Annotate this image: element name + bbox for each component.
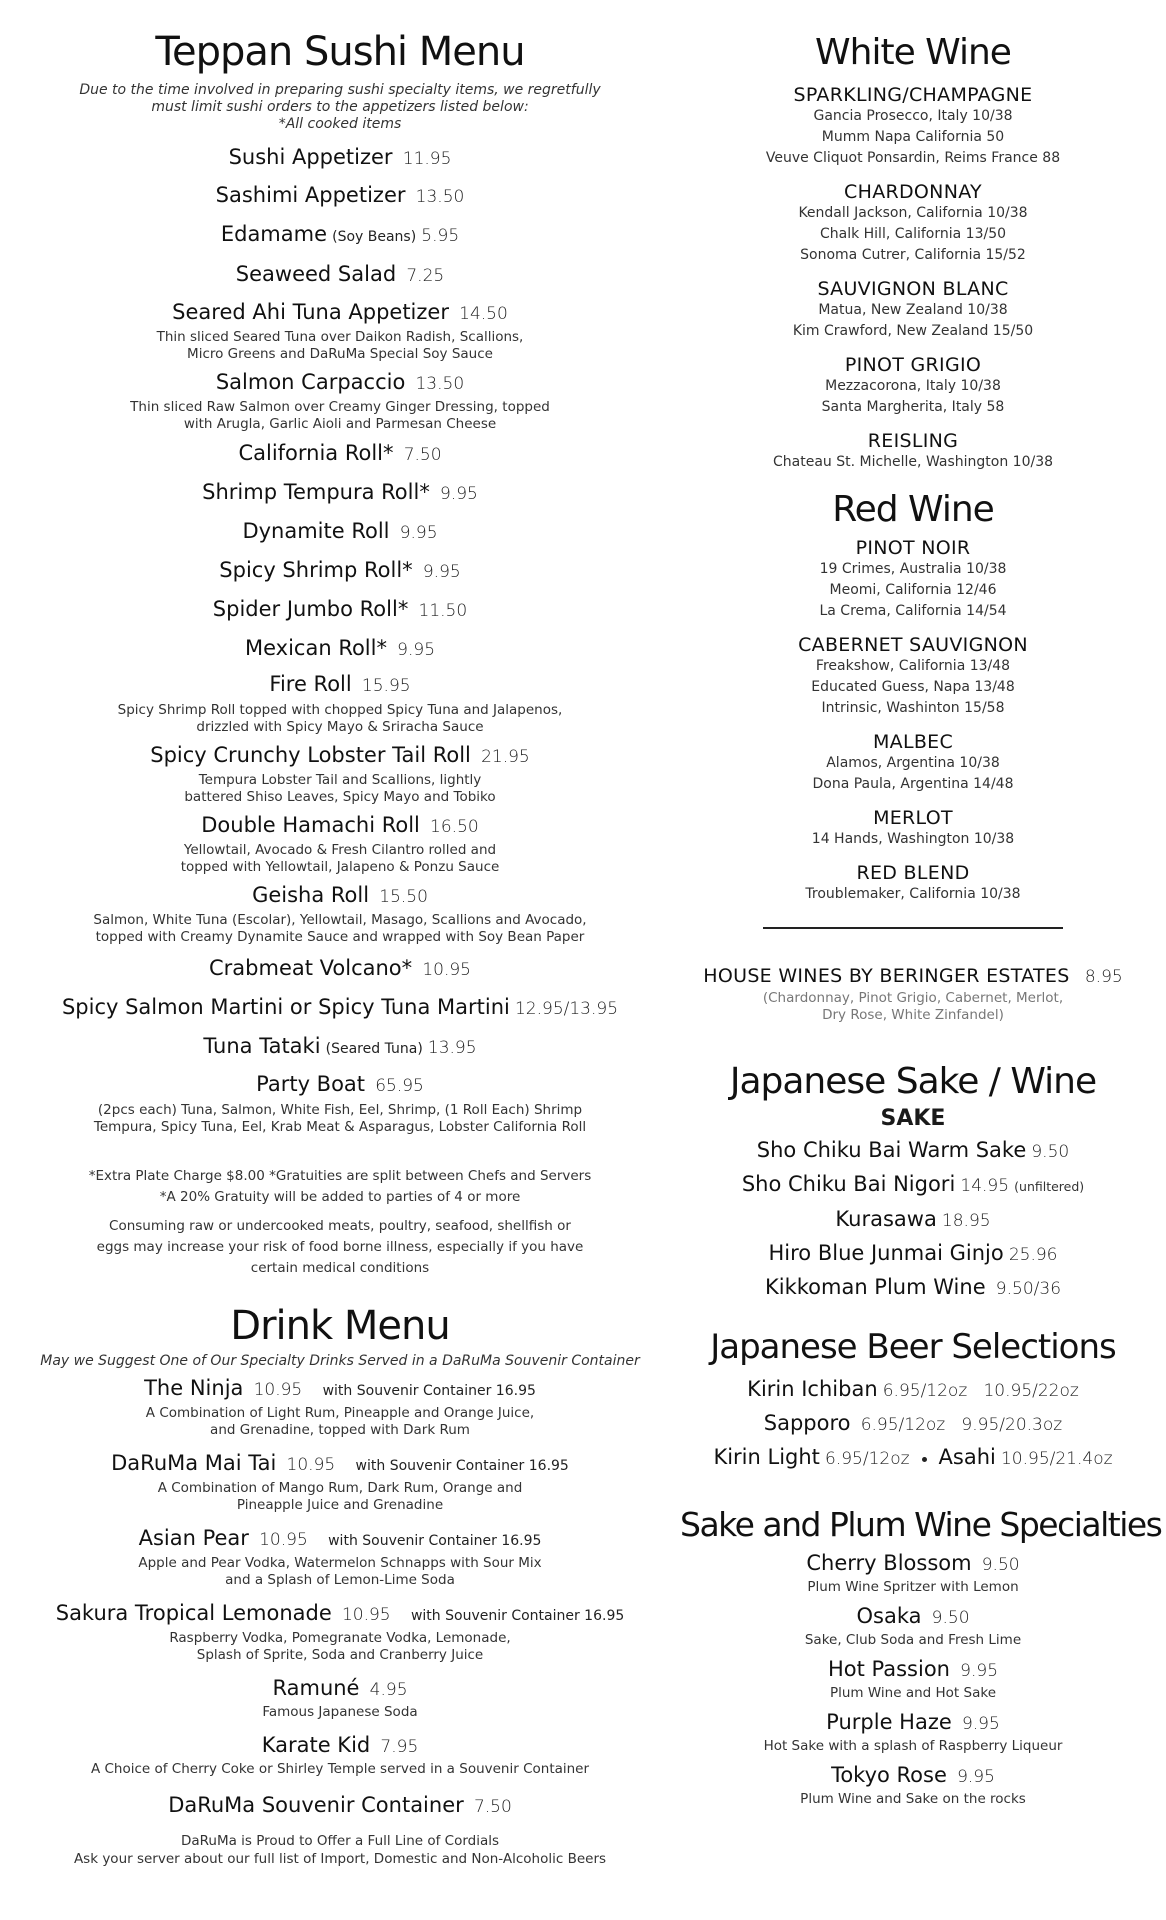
item-desc: Tempura Lobster Tail and Scallions, lightly <box>198 772 482 788</box>
item-name: Sushi Appetizer <box>228 145 393 169</box>
item-price: 13.50 <box>415 187 465 207</box>
wine-category <box>680 862 1146 905</box>
wine-line: Educated Guess, Napa 13/48 <box>811 679 1015 695</box>
item-desc: A Choice of Cherry Coke or Shirley Temple served in a Souvenir Container <box>90 1761 590 1777</box>
item-name: Spicy Crunchy Lobster Tail Roll <box>150 743 471 767</box>
item-desc: Plum Wine and Hot Sake <box>829 1685 996 1701</box>
wine-category-name: CHARDONNAY <box>844 181 982 203</box>
item-desc: Micro Greens and DaRuMa Special Soy Sauce <box>187 346 493 362</box>
sake-item <box>680 1203 1146 1237</box>
drink-item-souvenir <box>20 1790 660 1822</box>
item-desc: Thin sliced Seared Tuna over Daikon Radish, Scallions, <box>156 329 524 345</box>
item-name: Karate Kid <box>261 1733 371 1757</box>
item-name: Tuna Tataki <box>203 1034 321 1058</box>
sake-item <box>680 1134 1146 1168</box>
wine-line: Kim Crawford, New Zealand 15/50 <box>792 323 1034 339</box>
wine-category-name: PINOT GRIGIO <box>844 354 982 376</box>
item-name: California Roll* <box>238 441 394 465</box>
item-desc: with Arugla, Garlic Aioli and Parmesan Cheese <box>183 416 497 432</box>
item-desc: and Grenadine, topped with Dark Rum <box>210 1422 470 1438</box>
sake-subtitle: SAKE <box>880 1106 946 1131</box>
item-name: Sho Chiku Bai Nigori <box>741 1172 956 1196</box>
item-price: 13.95 <box>427 1038 477 1058</box>
item-name: Spicy Salmon Martini or Spicy Tuna Martini <box>61 995 510 1019</box>
menu-item-seaweed-salad <box>20 256 660 295</box>
item-price: 9.95 <box>960 1661 999 1681</box>
item-price: 11.95 <box>402 149 452 169</box>
item-price: 9.95 <box>422 562 461 582</box>
item-desc: Splash of Sprite, Soda and Cranberry Juice <box>196 1647 484 1663</box>
sake-list <box>680 1134 1146 1305</box>
item-desc: Plum Wine Spritzer with Lemon <box>807 1579 1019 1595</box>
sushi-menu-title: Teppan Sushi Menu <box>155 29 525 75</box>
wine-category <box>680 731 1146 795</box>
wine-category <box>680 537 1146 622</box>
item-price: 15.95 <box>361 676 411 696</box>
item-price: 10.95 <box>341 1605 391 1625</box>
menu-item-party-boat <box>20 1068 660 1136</box>
item-name: Hot Passion <box>827 1657 950 1681</box>
wine-category-name: MERLOT <box>873 807 953 829</box>
menu-item-fire-roll <box>20 668 660 736</box>
house-wines-price: 8.95 <box>1084 967 1123 987</box>
specialty-item <box>680 1708 1146 1755</box>
item-price: 21.95 <box>481 747 530 767</box>
wine-line: 14 Hands, Washington 10/38 <box>811 831 1015 847</box>
item-price: 9.95 <box>399 523 438 543</box>
menu-item-california-roll <box>20 435 660 474</box>
note-line: *Extra Plate Charge $8.00 *Gratuities are split between Chefs and Servers <box>88 1168 592 1184</box>
wine-line: 19 Crimes, Australia 10/38 <box>819 561 1007 577</box>
wine-category <box>680 84 1146 169</box>
warning-line: certain medical conditions <box>250 1260 430 1276</box>
wine-category-name: PINOT NOIR <box>855 537 971 559</box>
item-name: Salmon Carpaccio <box>215 370 406 394</box>
wine-line: Intrinsic, Washinton 15/58 <box>821 700 1005 716</box>
item-price: 9.50 <box>931 1608 970 1628</box>
item-price: 9.95 <box>440 484 478 504</box>
item-desc: battered Shiso Leaves, Spicy Mayo and Tobiko <box>184 789 496 805</box>
item-price: 9.50/36 <box>995 1279 1062 1299</box>
item-name: Double Hamachi Roll <box>201 813 420 837</box>
item-price: 9.95 <box>397 640 436 660</box>
item-price: 10.95 <box>422 960 471 980</box>
menu-item-lobster-tail-roll <box>20 740 660 806</box>
wine-line: Meomi, California 12/46 <box>829 582 997 598</box>
specialty-item <box>680 1549 1146 1596</box>
drink-intro: May we Suggest One of Our Specialty Drinks Served in a DaRuMa Souvenir Container <box>40 1353 640 1369</box>
menu-item-tuna-tataki <box>20 1028 660 1068</box>
menu-item-shrimp-tempura-roll <box>20 474 660 513</box>
wine-line: Troublemaker, California 10/38 <box>805 886 1021 902</box>
item-desc: (2pcs each) Tuna, Salmon, White Fish, Eel, Shrimp, (1 Roll Each) Shrimp <box>97 1102 583 1118</box>
item-extra: with Souvenir Container 16.95 <box>410 1608 625 1624</box>
item-name: Ramuné <box>272 1676 360 1700</box>
wine-line: La Crema, California 14/54 <box>819 603 1007 619</box>
item-name: Sashimi Appetizer <box>215 183 406 207</box>
item-name: The Ninja <box>144 1376 244 1400</box>
wine-line: Chalk Hill, California 13/50 <box>819 226 1007 242</box>
sake-item <box>680 1237 1146 1271</box>
sushi-intro-line: *All cooked items <box>278 116 402 132</box>
item-price: 13.50 <box>415 374 465 394</box>
warning-line: eggs may increase your risk of food borne illness, especially if you have <box>96 1239 584 1255</box>
item-desc: Raspberry Vodka, Pomegranate Vodka, Lemonade, <box>169 1630 511 1646</box>
item-name: Kurasawa <box>835 1207 937 1231</box>
white-wine-list <box>680 84 1146 473</box>
specialty-item <box>680 1761 1146 1808</box>
item-name: Party Boat <box>256 1072 366 1096</box>
wine-line: Matua, New Zealand 10/38 <box>818 302 1008 318</box>
wine-line: Veuve Cliquot Ponsardin, Reims France 88 <box>765 150 1061 166</box>
warning-line: Consuming raw or undercooked meats, poultry, seafood, shellfish or <box>109 1218 571 1234</box>
item-name: Purple Haze <box>826 1710 952 1734</box>
item-name: Mexican Roll* <box>244 636 387 660</box>
specialty-item <box>680 1655 1146 1702</box>
wine-line: Alamos, Argentina 10/38 <box>826 755 1000 771</box>
bullet-dot <box>922 1457 927 1462</box>
wine-line: Mumm Napa California 50 <box>821 129 1005 145</box>
item-price: 14.95 <box>960 1176 1010 1196</box>
item-note: (unfiltered) <box>1014 1179 1085 1194</box>
house-wines <box>680 963 1146 1024</box>
item-name: Crabmeat Volcano* <box>209 956 413 980</box>
item-name: Sapporo <box>763 1411 851 1435</box>
wine-category-name: RED BLEND <box>856 862 970 884</box>
house-wines-line: (Chardonnay, Pinot Grigio, Cabernet, Merlot, <box>762 990 1064 1006</box>
drink-items <box>20 1374 660 1822</box>
item-extra: with Souvenir Container 16.95 <box>355 1458 569 1474</box>
item-name: Hiro Blue Junmai Ginjo <box>768 1241 1004 1265</box>
item-name: Kirin Ichiban <box>747 1377 878 1401</box>
item-desc: Yellowtail, Avocado & Fresh Cilantro rolled and <box>183 842 497 858</box>
item-price: 10.95/21.4oz <box>1000 1449 1113 1469</box>
drink-item-karate-kid <box>20 1731 660 1778</box>
sake-title: Japanese Sake / Wine <box>729 1061 1097 1102</box>
sushi-notes <box>20 1166 660 1208</box>
wine-category-name: CABERNET SAUVIGNON <box>798 634 1028 656</box>
white-wine-title: White Wine <box>815 32 1011 73</box>
item-name: Spider Jumbo Roll* <box>212 597 409 621</box>
house-wines-line: Dry Rose, White Zinfandel) <box>822 1007 1004 1023</box>
drink-item-sakura-lemonade <box>20 1599 660 1664</box>
item-name: Asian Pear <box>138 1526 249 1550</box>
item-desc: and a Splash of Lemon-Lime Soda <box>225 1572 455 1588</box>
specialty-item <box>680 1602 1146 1649</box>
item-price: 9.95 <box>957 1767 995 1787</box>
sushi-items <box>20 139 660 1136</box>
red-wine-title: Red Wine <box>832 489 994 530</box>
item-name: DaRuMa Mai Tai <box>111 1451 277 1475</box>
item-price: 18.95 <box>941 1211 991 1231</box>
footer-line: DaRuMa is Proud to Offer a Full Line of Cordials <box>180 1833 500 1849</box>
item-price: 6.95/12oz 10.95/22oz <box>882 1381 1079 1401</box>
item-desc: topped with Yellowtail, Jalapeno & Ponzu Sauce <box>180 859 500 875</box>
footer-line: Ask your server about our full list of Import, Domestic and Non-Alcoholic Beers <box>73 1851 607 1867</box>
menu-item-seared-ahi <box>20 297 660 363</box>
item-desc: Salmon, White Tuna (Escolar), Yellowtail, Masago, Scallions and Avocado, <box>93 912 587 928</box>
wine-category <box>680 634 1146 719</box>
item-name: Edamame <box>220 222 328 246</box>
divider <box>763 927 1063 929</box>
wine-line: Sonoma Cutrer, California 15/52 <box>800 247 1026 263</box>
item-extra: with Souvenir Container 16.95 <box>328 1533 542 1549</box>
item-desc: Spicy Shrimp Roll topped with chopped Spicy Tuna and Jalapenos, <box>117 702 563 718</box>
menu-item-spider-jumbo-roll <box>20 591 660 630</box>
item-price: 7.50 <box>403 445 442 465</box>
item-desc: drizzled with Spicy Mayo & Sriracha Sauce <box>196 719 484 735</box>
note-line: *A 20% Gratuity will be added to parties of 4 or more <box>159 1189 521 1205</box>
menu-item-martini <box>20 989 660 1028</box>
drink-item-asian-pear <box>20 1524 660 1589</box>
menu-item-double-hamachi <box>20 810 660 876</box>
item-price: 16.50 <box>430 817 479 837</box>
item-name: Sho Chiku Bai Warm Sake <box>756 1138 1027 1162</box>
sushi-intro <box>20 82 660 133</box>
item-price: 12.95/13.95 <box>514 999 619 1019</box>
item-name: Fire Roll <box>269 672 352 696</box>
item-price: 6.95/12oz <box>825 1449 910 1469</box>
item-desc: Apple and Pear Vodka, Watermelon Schnapps with Sour Mix <box>138 1555 542 1571</box>
item-name: Sakura Tropical Lemonade <box>55 1601 332 1625</box>
sake-item <box>680 1168 1146 1203</box>
menu-item-mexican-roll <box>20 630 660 668</box>
wine-line: Chateau St. Michelle, Washington 10/38 <box>772 454 1054 470</box>
item-desc: A Combination of Mango Rum, Dark Rum, Orange and <box>157 1480 523 1496</box>
item-price: 9.50 <box>1031 1142 1070 1162</box>
item-price: 7.25 <box>406 266 445 286</box>
item-name: Dynamite Roll <box>242 519 390 543</box>
specialties-title: Sake and Plum Wine Specialties <box>680 1505 1162 1544</box>
beer-title: Japanese Beer Selections <box>710 1327 1116 1367</box>
item-desc: Sake, Club Soda and Fresh Lime <box>804 1632 1022 1648</box>
item-extra: with Souvenir Container 16.95 <box>322 1383 536 1399</box>
item-name: Seared Ahi Tuna Appetizer <box>172 300 449 324</box>
item-desc: Pineapple Juice and Grenadine <box>236 1497 444 1513</box>
item-name: Kikkoman Plum Wine <box>764 1275 986 1299</box>
item-name: Asahi <box>938 1445 996 1469</box>
wine-category-name: MALBEC <box>872 731 954 753</box>
item-price: 25.96 <box>1008 1245 1058 1265</box>
beer-list <box>680 1373 1146 1475</box>
red-wine-list <box>680 537 1146 905</box>
drink-footer <box>20 1832 660 1868</box>
menu-item-geisha-roll <box>20 880 660 946</box>
item-price: 7.95 <box>380 1737 419 1757</box>
item-price: 9.50 <box>981 1555 1020 1575</box>
wine-line: Santa Margherita, Italy 58 <box>821 399 1005 415</box>
sake-item <box>680 1271 1146 1305</box>
sushi-intro-line: Due to the time involved in preparing sushi specialty items, we regretfully <box>79 82 601 98</box>
menu-item-dynamite-roll <box>20 513 660 552</box>
drink-item-ramune <box>20 1674 660 1721</box>
menu-item-edamame <box>20 216 660 256</box>
item-desc: Thin sliced Raw Salmon over Creamy Ginger Dressing, topped <box>130 399 550 415</box>
menu-item-spicy-shrimp-roll <box>20 552 660 591</box>
item-price: 11.50 <box>418 601 468 621</box>
item-name: Seaweed Salad <box>235 262 397 286</box>
house-wines-name: HOUSE WINES BY BERINGER ESTATES <box>703 965 1070 987</box>
wine-category <box>680 354 1146 418</box>
specialties-list <box>680 1549 1146 1808</box>
item-desc: Tempura, Spicy Tuna, Eel, Krab Meat & Asparagus, Lobster California Roll <box>93 1119 587 1135</box>
beer-item <box>680 1373 1146 1407</box>
drink-item-mai-tai <box>20 1449 660 1514</box>
wine-line: Kendall Jackson, California 10/38 <box>798 205 1028 221</box>
wine-category <box>680 278 1146 342</box>
item-price: 10.95 <box>259 1530 308 1550</box>
item-price: 7.50 <box>473 1797 512 1817</box>
item-price: 10.95 <box>253 1380 303 1400</box>
item-name: Cherry Blossom <box>806 1551 972 1575</box>
menu-item-crabmeat-volcano <box>20 950 660 989</box>
wine-line: Freakshow, California 13/48 <box>815 658 1011 674</box>
item-name: Shrimp Tempura Roll* <box>202 480 430 504</box>
sushi-intro-line: must limit sushi orders to the appetizers listed below: <box>151 99 529 115</box>
item-desc: Hot Sake with a splash of Raspberry Liqueur <box>763 1738 1063 1754</box>
health-warning <box>20 1216 660 1279</box>
wine-category-name: SAUVIGNON BLANC <box>817 278 1009 300</box>
beer-item <box>680 1407 1146 1441</box>
wine-category-name: SPARKLING/CHAMPAGNE <box>793 84 1033 106</box>
left-column <box>20 0 660 1868</box>
wine-line: Gancia Prosecco, Italy 10/38 <box>813 108 1013 124</box>
drink-item-ninja <box>20 1374 660 1439</box>
item-price: 15.50 <box>379 887 428 907</box>
beer-item <box>680 1441 1146 1475</box>
wine-category <box>680 181 1146 266</box>
wine-line: Dona Paula, Argentina 14/48 <box>812 776 1014 792</box>
item-desc: A Combination of Light Rum, Pineapple and Orange Juice, <box>145 1405 535 1421</box>
item-sub: (Soy Beans) <box>332 229 417 245</box>
item-name: Geisha Roll <box>252 883 370 907</box>
item-price: 10.95 <box>286 1455 336 1475</box>
menu-item-salmon-carpaccio <box>20 367 660 433</box>
wine-category-name: REISLING <box>867 430 959 452</box>
item-name: Kirin Light <box>713 1445 820 1469</box>
menu-item-sashimi-appetizer <box>20 177 660 216</box>
item-desc: topped with Creamy Dynamite Sauce and wrapped with Soy Bean Paper <box>95 929 585 945</box>
wine-category <box>680 807 1146 850</box>
item-price: 4.95 <box>369 1680 408 1700</box>
item-name: Tokyo Rose <box>831 1763 947 1787</box>
item-desc: Plum Wine and Sake on the rocks <box>800 1791 1026 1807</box>
item-name: Osaka <box>856 1604 922 1628</box>
item-price: 14.50 <box>459 304 508 324</box>
item-desc: Famous Japanese Soda <box>262 1704 418 1720</box>
item-name: Spicy Shrimp Roll* <box>219 558 413 582</box>
wine-line: Mezzacorona, Italy 10/38 <box>825 378 1001 394</box>
right-column <box>680 0 1162 1808</box>
menu-item-sushi-appetizer <box>20 139 660 177</box>
item-name: DaRuMa Souvenir Container <box>168 1793 464 1817</box>
item-price: 6.95/12oz 9.95/20.3oz <box>860 1415 1063 1435</box>
item-price: 9.95 <box>961 1714 1000 1734</box>
wine-category <box>680 430 1146 473</box>
item-price: 5.95 <box>421 226 460 246</box>
drink-menu-title: Drink Menu <box>230 1303 450 1349</box>
item-price: 65.95 <box>375 1076 424 1096</box>
item-sub: (Seared Tuna) <box>325 1041 423 1057</box>
